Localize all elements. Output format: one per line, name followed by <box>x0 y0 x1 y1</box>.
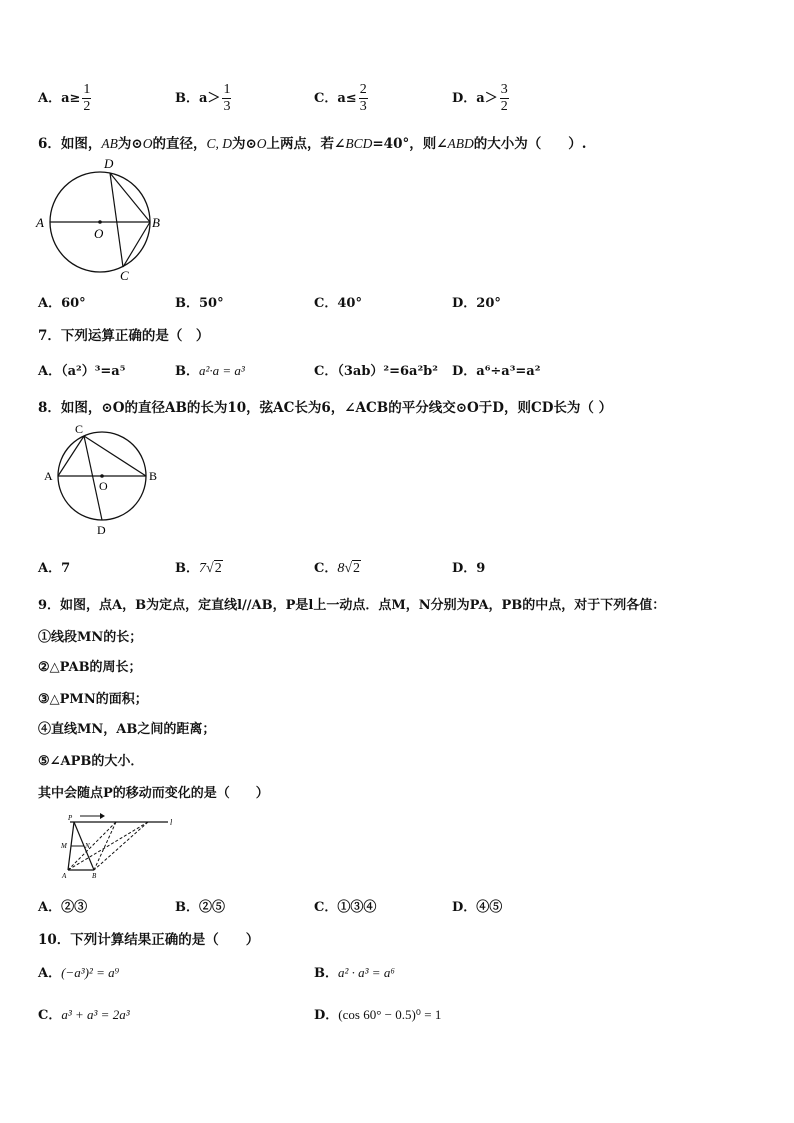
q9-item-5: ⑤∠APB的大小． <box>38 754 144 769</box>
q10-option-d-expression: (cos 60° − 0.5)⁰ = 1 <box>338 1007 442 1022</box>
q8-label-b: B <box>149 469 158 483</box>
q9-question: 其中会随点P的移动而变化的是（ ） <box>38 786 269 801</box>
q9-label-p: P <box>68 814 73 822</box>
q7-option-c[interactable]: C．（3ab）²=6a²b² <box>314 364 438 379</box>
q9-stem: 9．如图，点A，B为定点，定直线l//AB，P是l上一动点．点M，N分别为PA，PB的中点，对于下列各值： <box>38 598 666 613</box>
q7-option-b[interactable]: B．a²·a = a³ <box>175 363 245 379</box>
q5-option-d-fraction: $\frac{3}{2}$ <box>500 82 508 114</box>
q9-option-d[interactable]: D．④⑤ <box>452 900 503 915</box>
q6-option-c[interactable]: C．40° <box>314 296 362 311</box>
q8-option-a[interactable]: A．7 <box>38 561 71 576</box>
q9-item-3: ③△PMN的面积； <box>38 692 148 707</box>
q6-label-c: C <box>120 268 129 283</box>
q9-item-4: ④直线MN，AB之间的距离； <box>38 722 216 737</box>
q5-option-a[interactable]: A．a≥ $\frac{1}{2}$ <box>38 82 91 114</box>
q8-option-b[interactable]: B．7√2 <box>175 561 222 576</box>
q8-option-b-sqrt: 7√2 <box>199 561 222 576</box>
q7-stem: 7．下列运算正确的是（ ） <box>38 328 210 344</box>
q9-option-b[interactable]: B．②⑤ <box>175 900 225 915</box>
q9-item-2: ②△PAB的周长； <box>38 660 142 675</box>
q5-option-b[interactable]: B．a＞ $\frac{1}{3}$ <box>175 82 231 114</box>
q9-option-a[interactable]: A．②③ <box>38 900 88 915</box>
q5-option-c-fraction: $\frac{2}{3}$ <box>359 82 367 114</box>
q10-option-b[interactable]: B．a² · a³ = a⁶ <box>314 965 395 981</box>
q10-option-a-expression: (−a³)² = a⁹ <box>61 965 120 980</box>
q6-stem: 6．如图，AB为⊙O的直径，C, D为⊙O上两点，若∠BCD=40°，则∠ABD的大小为（ ）. <box>38 136 587 152</box>
q8-stem: 8．如图，⊙O的直径AB的长为10，弦AC长为6，∠ACB的平分线交⊙O于D，则CD长为（ ） <box>38 400 613 416</box>
q6-label-b: B <box>152 215 160 230</box>
q8-label-d: D <box>97 523 106 537</box>
q8-chord-cd <box>84 436 102 520</box>
q6-option-d[interactable]: D．20° <box>452 296 501 311</box>
q9-figure <box>56 812 180 882</box>
q6-center-dot <box>98 220 102 224</box>
q10-stem: 10．下列计算结果正确的是（ ） <box>38 932 260 948</box>
q6-option-b[interactable]: B．50° <box>175 296 224 311</box>
q9-label-a: A <box>62 872 67 880</box>
q8-label-c: C <box>75 422 84 436</box>
q10-option-a[interactable]: A．(−a³)² = a⁹ <box>38 965 120 981</box>
q8-chord-cb <box>84 436 146 476</box>
q8-label-a: A <box>44 469 53 483</box>
q9-dashed-pb-1 <box>94 822 116 870</box>
q7-option-b-expression: a²·a = a³ <box>199 363 245 378</box>
q5-option-d[interactable]: D．a＞ $\frac{3}{2}$ <box>452 82 508 114</box>
q5-option-b-fraction: $\frac{1}{3}$ <box>223 82 231 114</box>
q10-option-b-expression: a² · a³ = a⁶ <box>338 965 395 980</box>
q5-option-c[interactable]: C．a≤ $\frac{2}{3}$ <box>314 82 367 114</box>
q7-option-d[interactable]: D．a⁶÷a³=a² <box>452 364 541 379</box>
q8-chord-ac <box>58 436 84 476</box>
q6-label-o: O <box>94 226 104 241</box>
q6-circle-figure <box>34 156 166 284</box>
q9-arrow-head-icon <box>100 813 105 819</box>
q8-circle-figure <box>40 422 164 538</box>
q5-option-a-fraction: $\frac{1}{2}$ <box>83 82 91 114</box>
q9-label-m: M <box>61 842 67 850</box>
q8-label-o: O <box>99 479 108 493</box>
q8-center-dot <box>100 474 104 478</box>
q9-option-c[interactable]: C．①③④ <box>314 900 377 915</box>
q8-option-d[interactable]: D．9 <box>452 561 486 576</box>
q10-option-c[interactable]: C．a³ + a³ = 2a³ <box>38 1007 130 1023</box>
q9-label-n: N <box>85 842 90 850</box>
q6-option-a[interactable]: A．60° <box>38 296 86 311</box>
q9-dashed-pb-2 <box>94 822 148 870</box>
q9-label-b: B <box>92 872 97 880</box>
q9-item-1: ①线段MN的长； <box>38 630 143 645</box>
q10-option-d[interactable]: D．(cos 60° − 0.5)⁰ = 1 <box>314 1007 442 1023</box>
q8-option-c[interactable]: C．8√2 <box>314 561 361 576</box>
q6-segment-cb <box>123 222 150 267</box>
q8-option-c-sqrt: 8√2 <box>337 561 361 576</box>
q6-label-a: A <box>36 215 44 230</box>
q10-option-c-expression: a³ + a³ = 2a³ <box>61 1007 130 1022</box>
q7-option-a[interactable]: A．（a²）³=a⁵ <box>38 364 126 379</box>
q9-label-l: l <box>170 818 173 827</box>
q6-label-d: D <box>104 156 114 171</box>
